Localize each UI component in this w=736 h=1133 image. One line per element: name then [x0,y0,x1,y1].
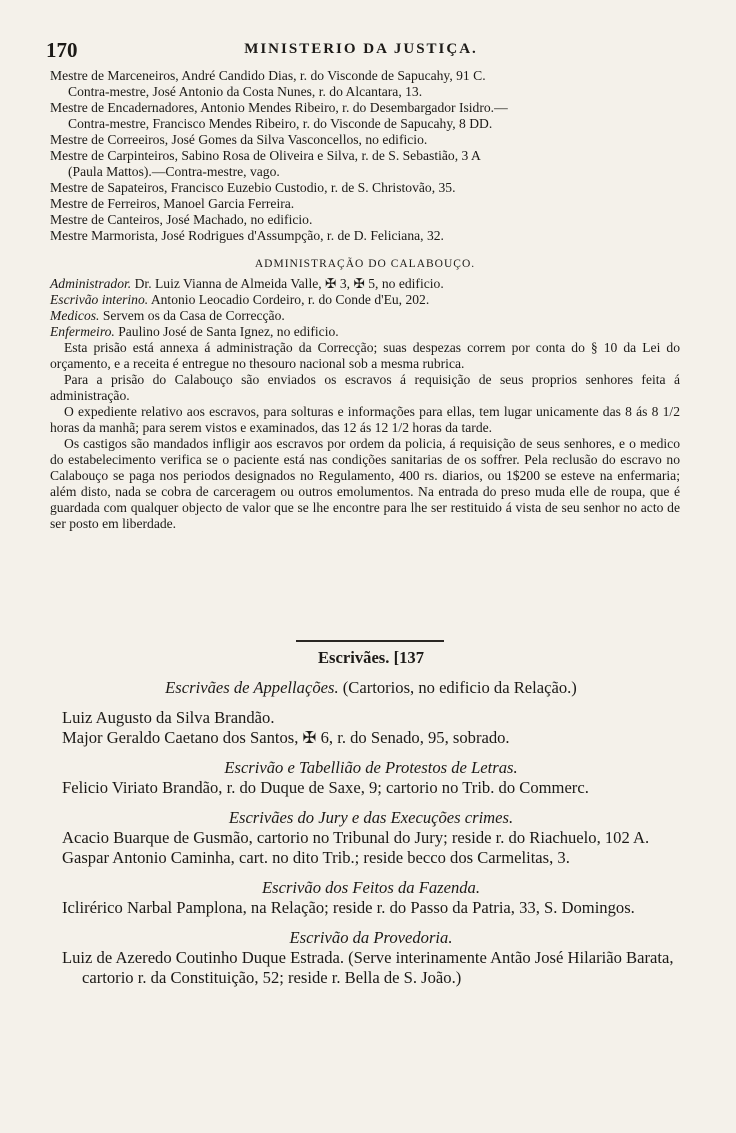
staff-entry [50,324,680,340]
officer-entry: Mestre Marmorista, José Rodrigues d'Assumpção, r. de D. Feliciana, 32. [50,228,444,243]
staff-role: Medicos. [50,308,100,323]
list-item: Gaspar Antonio Caminha, cart. no dito Trib.; reside becco dos Carmelitas, 3. [62,848,570,867]
list-item: Acacio Buarque de Gusmão, cartorio no Tribunal do Jury; reside r. do Riachuelo, 102 A. [62,828,650,847]
list-item: Iclirérico Narbal Pamplona, na Relação; reside r. do Passo da Patria, 33, S. Domingos. [62,898,635,917]
officer-entry: Mestre de Marceneiros, André Candido Dias, r. do Visconde de Sapucahy, 91 C. [50,68,486,83]
officer-entry: Mestre de Ferreiros, Manoel Garcia Ferreira. [50,196,295,211]
paragraph: Esta prisão está annexa á administração da Correcção; suas despezas correm por conta do § 10 da Lei do orçamento, e a receita é entregue no thesouro nacional sob a mesma rubrica. [50,340,680,371]
staff-text: Dr. Luiz Vianna de Almeida Valle, ✠ 3, ✠ 5, no edificio. [131,276,444,291]
staff-role: Escrivão interino. [50,292,149,307]
page-number: 170 [46,38,78,62]
paragraph: O expediente relativo aos escravos, para solturas e informações para ellas, tem lugar unicamente das 8 ás 8 1/2 horas da manhã; para serem vistos e examinados, das 12 ás 12 1/2 horas da tarde. [50,404,680,435]
section-reference: [137 [393,648,424,667]
paragraph: Os castigos são mandados infligir aos escravos por ordem da policia, á requisição de seus senhores, e o medico do estabelecimento verifica se o paciente está nas condições sanitarias de os soffrer. Pela reclusão do escravo no Calabouço se paga nos periodos designados no Regulamento, 400 rs. diarios, ou 1$200 se esteve na enfermaria; além disto, nada se cobra de carceragem ou outros emolumentos. Na entrada do preso muda elle de roupa, que é guardada com qualquer objecto de valor que se lhe encontre para lhe ser restituido á vista de seu senhor no acto de ser posto em liberdade. [50,436,680,531]
officer-entry: Mestre de Correeiros, José Gomes da Silva Vasconcellos, no edificio. [50,132,428,147]
officers-list [50,68,680,532]
page-header [46,38,676,62]
subsection-title: Escrivães do Jury e das Execuções crimes. [228,808,514,827]
section-divider [296,640,444,642]
section-title-escrivaes: Escrivães. [137 [317,648,424,667]
officer-entry-cont: Contra-mestre, José Antonio da Costa Nunes, r. do Alcantara, 13. [68,84,423,99]
staff-role: Enfermeiro. [50,324,115,339]
officer-entry: Mestre de Encadernadores, Antonio Mendes Ribeiro, r. do Desembargador Isidro.— [50,100,508,115]
subsection-title: Escrivão e Tabellião de Protestos de Letras. [224,758,518,777]
list-item: Major Geraldo Caetano dos Santos, ✠ 6, r. do Senado, 95, sobrado. [62,728,510,747]
officer-entry: Mestre de Carpinteiros, Sabino Rosa de Oliveira e Silva, r. de S. Sebastião, 3 A [50,148,481,163]
subsection-title: Escrivão da Provedoria. [289,928,453,947]
officer-entry-cont: Contra-mestre, Francisco Mendes Ribeiro, r. do Visconde de Sapucahy, 8 DD. [68,116,493,131]
staff-entry [50,276,680,292]
staff-text: Antonio Leocadio Cordeiro, r. do Conde d'Eu, 202. [148,292,430,307]
staff-text: Servem os da Casa de Correcção. [99,308,285,323]
list-item: Luiz Augusto da Silva Brandão. [62,708,275,727]
list-item: Luiz de Azeredo Coutinho Duque Estrada. (Serve interinamente Antão José Hilarião Barata, cartorio r. da Constituição, 52; reside r. Bella de S. João.) [62,948,674,987]
subsection-note: (Cartorios, no edificio da Relação.) [338,678,577,697]
officer-entry: Mestre de Canteiros, José Machado, no edificio. [50,212,313,227]
staff-entry [50,292,680,308]
officer-entry-cont: (Paula Mattos).—Contra-mestre, vago. [68,164,280,179]
officer-entry: Mestre de Sapateiros, Francisco Euzebio Custodio, r. de S. Christovão, 35. [50,180,456,195]
subsection-title: Escrivães de Appellações. [165,678,339,697]
subsection-appellacoes [62,678,680,698]
staff-text: Paulino José de Santa Ignez, no edificio. [114,324,339,339]
staff-entry [50,308,680,324]
section-title-calabouco: ADMINISTRAÇÃO DO CALABOUÇO. [254,258,476,270]
page-title: MINISTERIO DA JUSTIÇA. [244,41,478,57]
staff-role: Administrador. [50,276,132,291]
list-item: Felicio Viriato Brandão, r. do Duque de Saxe, 9; cartorio no Trib. do Commerc. [62,778,589,797]
escrivaes-section [62,648,680,988]
paragraph: Para a prisão do Calabouço são enviados os escravos á requisição de seus proprios senhores feita á administração. [50,372,680,403]
subsection-title: Escrivão dos Feitos da Fazenda. [262,878,480,897]
